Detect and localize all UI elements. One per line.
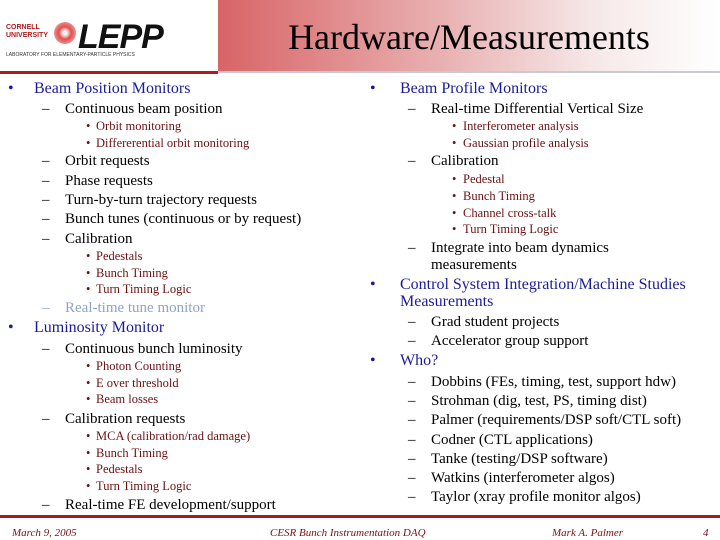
footer-author: Mark A. Palmer xyxy=(552,527,623,539)
bullet-text: Pedestals xyxy=(96,462,143,476)
bullet-item-level3 xyxy=(86,479,192,494)
bullet-text: Calibration xyxy=(431,153,499,169)
bullet-text: Continuous bunch luminosity xyxy=(65,341,243,357)
bullet-item-level2 xyxy=(42,411,186,428)
bullet-text: Accelerator group support xyxy=(431,333,589,349)
dash-marker-icon: – xyxy=(42,497,50,513)
bullet-item-level2 xyxy=(42,231,133,248)
bullet-text: Photon Counting xyxy=(96,359,182,373)
bullet-item-level1 xyxy=(370,80,548,98)
bullet-item-level2 xyxy=(408,314,560,331)
dash-marker-icon: – xyxy=(408,489,416,506)
bullet-item-level3 xyxy=(452,119,579,134)
bullet-text: Integrate into beam dynamics measurements xyxy=(431,240,609,273)
bullet-marker-icon: • xyxy=(86,136,91,150)
bullet-item-level2 xyxy=(408,101,644,118)
lepp-logo xyxy=(4,14,204,64)
dash-marker-icon: – xyxy=(42,211,50,227)
bullet-text: Pedestal xyxy=(463,172,505,186)
bullet-text: Continuous beam position xyxy=(65,101,223,117)
bullet-marker-icon: • xyxy=(86,392,91,406)
bullet-text: Beam losses xyxy=(96,392,159,406)
bullet-item-level2 xyxy=(408,374,677,391)
logo-subtitle: LABORATORY FOR ELEMENTARY-PARTICLE PHYSICS xyxy=(6,52,135,58)
dash-marker-icon: – xyxy=(42,231,50,247)
bullet-marker-icon: • xyxy=(370,352,376,369)
dash-marker-icon: – xyxy=(408,153,416,169)
bullet-text: Turn Timing Logic xyxy=(96,479,192,493)
bullet-marker-icon: • xyxy=(8,80,14,97)
bullet-marker-icon: • xyxy=(86,266,91,280)
bullet-text: Bunch Timing xyxy=(96,446,168,460)
bullet-item-level2 xyxy=(408,470,615,487)
bullet-item-level2 xyxy=(42,497,276,514)
bullet-text: Beam Position Monitors xyxy=(34,80,191,97)
bullet-item-level3 xyxy=(86,119,182,134)
bullet-text: Interferometer analysis xyxy=(463,119,579,133)
bullet-item-level3 xyxy=(452,189,535,204)
bullet-item-level3 xyxy=(452,136,589,151)
bullet-marker-icon: • xyxy=(86,376,91,390)
dash-marker-icon: – xyxy=(408,314,416,330)
bullet-item-level2 xyxy=(408,450,608,468)
bullet-text: Calibration xyxy=(65,231,133,247)
dash-marker-icon: – xyxy=(408,431,416,448)
bullet-item-level2 xyxy=(408,489,641,506)
bullet-item-level2 xyxy=(42,173,153,190)
bullet-text: Codner (CTL applications) xyxy=(431,431,593,448)
bullet-item-level3 xyxy=(86,462,143,477)
dash-marker-icon: – xyxy=(408,393,416,410)
bullet-text: Turn Timing Logic xyxy=(463,222,559,236)
bullet-text: Bunch Timing xyxy=(463,189,535,203)
bullet-text: Bunch Timing xyxy=(96,266,168,280)
bullet-marker-icon: • xyxy=(86,429,91,443)
bullet-text: Watkins (interferometer algos) xyxy=(431,470,615,486)
bullet-item-level2 xyxy=(42,341,243,358)
bullet-text: Differerential orbit monitoring xyxy=(96,136,250,150)
dash-marker-icon: – xyxy=(42,411,50,427)
bullet-item-level3 xyxy=(86,376,179,391)
bullet-marker-icon: • xyxy=(370,80,376,97)
bullet-text: Strohman (dig, test, PS, timing dist) xyxy=(431,393,647,410)
bullet-marker-icon: • xyxy=(86,282,91,296)
dash-marker-icon: – xyxy=(408,374,416,390)
bullet-item-level3 xyxy=(86,392,159,407)
bullet-text: Who? xyxy=(400,352,439,369)
bullet-text: Real-time tune monitor xyxy=(65,300,205,316)
bullet-text: E over threshold xyxy=(96,376,179,390)
footer-title: CESR Bunch Instrumentation DAQ xyxy=(270,527,426,539)
bullet-item-level3 xyxy=(86,429,251,444)
bullet-marker-icon: • xyxy=(452,172,457,186)
bullet-item-level3 xyxy=(452,172,505,187)
bullet-marker-icon: • xyxy=(452,189,457,203)
bullet-marker-icon: • xyxy=(86,359,91,373)
dash-marker-icon: – xyxy=(408,240,416,256)
dash-marker-icon: – xyxy=(408,450,416,467)
bullet-text: Beam Profile Monitors xyxy=(400,80,548,97)
bullet-item-level2 xyxy=(408,333,589,350)
bullet-item-level3 xyxy=(86,282,192,297)
bullet-text: Phase requests xyxy=(65,173,153,189)
bullet-text: MCA (calibration/rad damage) xyxy=(96,429,251,443)
bullet-text: Bunch tunes (continuous or by request) xyxy=(65,211,302,227)
bullet-marker-icon: • xyxy=(8,319,14,336)
page-number: 4 xyxy=(703,527,709,539)
bullet-text: Grad student projects xyxy=(431,314,560,330)
footer-rule xyxy=(0,515,720,518)
bullet-marker-icon: • xyxy=(86,462,91,476)
bullet-text: Control System Integration/Machine Studies Measurements xyxy=(400,276,686,310)
bullet-text: Tanke (testing/DSP software) xyxy=(431,450,608,467)
bullet-item-level1 xyxy=(370,276,700,310)
bullet-item-level2 xyxy=(42,192,257,209)
bullet-marker-icon: • xyxy=(86,249,91,263)
bullet-item-level1 xyxy=(8,319,165,337)
bullet-marker-icon: • xyxy=(452,222,457,236)
bullet-text: Gaussian profile analysis xyxy=(463,136,589,150)
bullet-text: Orbit requests xyxy=(65,153,150,169)
bullet-item-level3 xyxy=(86,136,250,151)
bullet-text: Channel cross-talk xyxy=(463,206,557,220)
bullet-item-level3 xyxy=(86,249,143,264)
bullet-text: Luminosity Monitor xyxy=(34,319,165,336)
header-rule xyxy=(0,71,218,74)
bullet-text: Turn-by-turn trajectory requests xyxy=(65,192,257,208)
logo-name: LEPP xyxy=(78,18,163,56)
bullet-text: Dobbins (FEs, timing, test, support hdw) xyxy=(431,374,677,390)
bullet-text: Palmer (requirements/DSP soft/CTL soft) xyxy=(431,412,682,429)
dash-marker-icon: – xyxy=(42,341,50,357)
bullet-text: Turn Timing Logic xyxy=(96,282,192,296)
bullet-item-level1 xyxy=(370,352,439,370)
bullet-marker-icon: • xyxy=(86,446,91,460)
title-banner xyxy=(218,0,720,73)
dash-marker-icon: – xyxy=(408,470,416,486)
logo-star-icon xyxy=(54,22,76,44)
bullet-item-level2 xyxy=(42,211,302,228)
bullet-item-level2 xyxy=(408,153,499,170)
dash-marker-icon: – xyxy=(42,173,50,189)
bullet-item-level2 xyxy=(408,393,647,410)
dash-marker-icon: – xyxy=(42,101,50,117)
bullet-item-level3 xyxy=(452,206,557,221)
bullet-text: Real-time FE development/support xyxy=(65,497,276,513)
bullet-text: Taylor (xray profile monitor algos) xyxy=(431,489,641,506)
bullet-item-level2 xyxy=(408,240,631,274)
bullet-item-level3 xyxy=(86,359,182,374)
bullet-marker-icon: • xyxy=(452,206,457,220)
bullet-marker-icon: • xyxy=(452,119,457,133)
bullet-item-level2 xyxy=(42,153,150,170)
bullet-item-level1 xyxy=(8,80,191,98)
bullet-text: Real-time Differential Vertical Size xyxy=(431,101,644,117)
page-title: Hardware/Measurements xyxy=(288,17,650,57)
dash-marker-icon: – xyxy=(42,153,50,169)
dash-marker-icon: – xyxy=(408,333,416,349)
bullet-item-level2 xyxy=(408,431,593,449)
bullet-item-level3 xyxy=(86,266,168,281)
bullet-text: Orbit monitoring xyxy=(96,119,182,133)
dash-marker-icon: – xyxy=(408,101,416,117)
bullet-item-level2 xyxy=(408,412,682,429)
bullet-item-level2 xyxy=(42,101,223,118)
bullet-item-level3 xyxy=(452,222,559,237)
bullet-text: Pedestals xyxy=(96,249,143,263)
bullet-item-level3 xyxy=(86,446,168,461)
dash-marker-icon: – xyxy=(42,192,50,208)
dash-marker-icon: – xyxy=(408,412,416,429)
bullet-item-level2 xyxy=(42,300,205,317)
bullet-text: Calibration requests xyxy=(65,411,186,427)
logo-org: CORNELL UNIVERSITY xyxy=(6,24,49,39)
footer-date: March 9, 2005 xyxy=(12,527,77,539)
bullet-marker-icon: • xyxy=(86,119,91,133)
bullet-marker-icon: • xyxy=(370,276,376,293)
bullet-marker-icon: • xyxy=(86,479,91,493)
dash-marker-icon: – xyxy=(42,300,50,316)
bullet-marker-icon: • xyxy=(452,136,457,150)
